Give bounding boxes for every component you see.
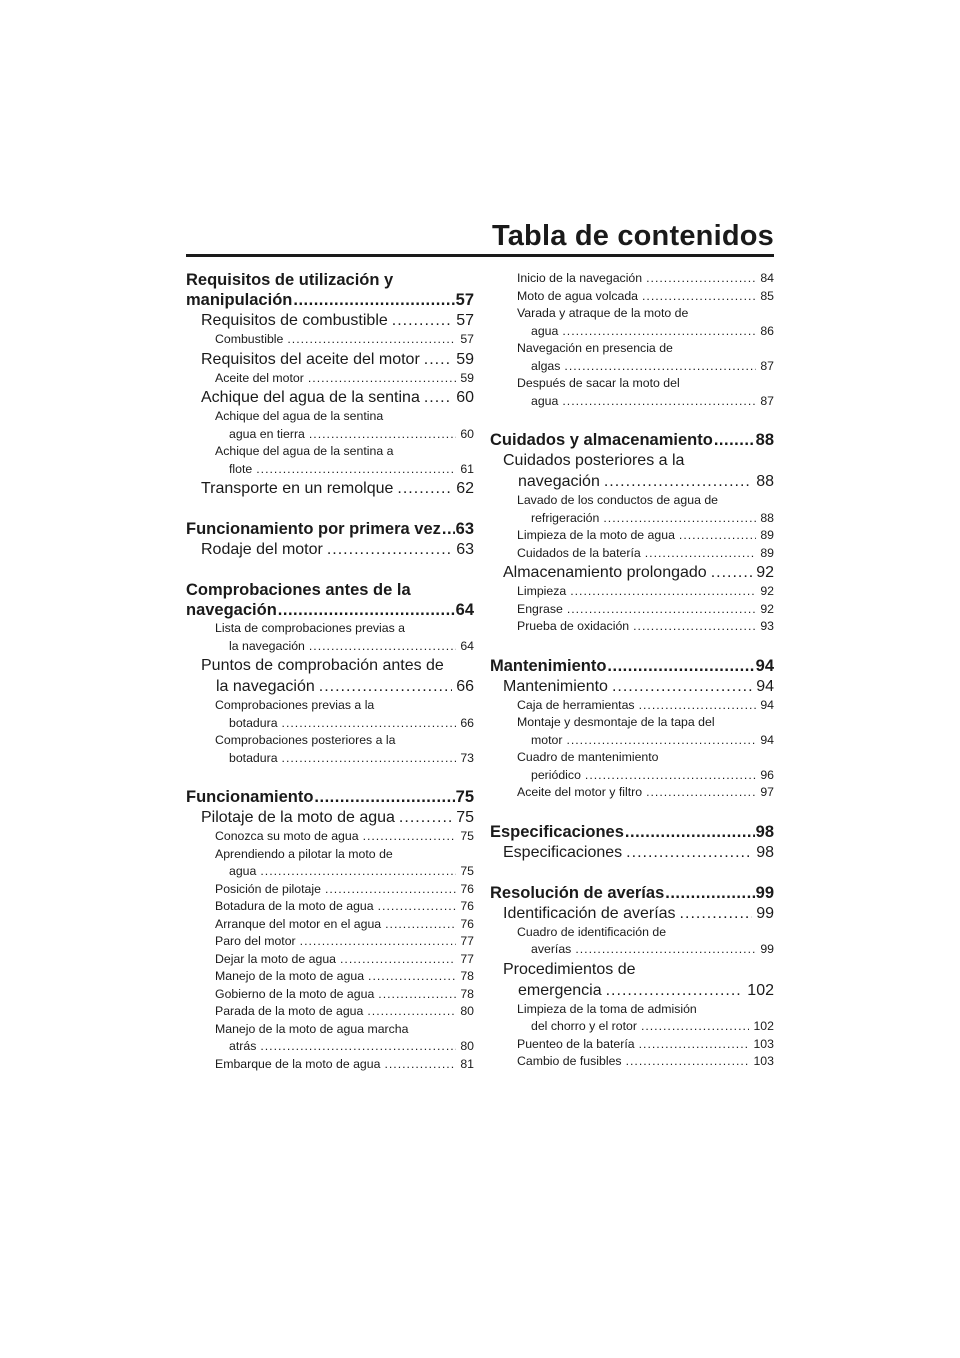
toc-page-number: 84 [760, 271, 774, 285]
toc-entry-text: Embarque de la moto de agua [215, 1056, 381, 1071]
toc-entry-level-2[interactable] [186, 807, 474, 828]
toc-entry-text: atrás [229, 1039, 257, 1053]
toc-entry-text: Caja de herramientas [517, 697, 635, 712]
toc-entry-level-2[interactable] [186, 478, 474, 499]
toc-page-number: 75 [460, 864, 474, 878]
page-title: Tabla de contenidos [491, 220, 774, 252]
toc-entry-level-3[interactable] [186, 620, 474, 655]
toc-page-number: 57 [456, 312, 474, 329]
toc-entry-level-3[interactable] [490, 270, 774, 288]
toc-entry-text: navegación [186, 601, 277, 619]
toc-entry-level-3[interactable] [490, 340, 774, 375]
toc-entry-level-3[interactable] [186, 986, 474, 1004]
toc-page-number: 94 [760, 697, 774, 712]
toc-page-number: 92 [760, 584, 774, 598]
dot-leader [665, 883, 754, 903]
toc-page-number: 80 [460, 1039, 474, 1053]
toc-entry-level-3[interactable] [186, 370, 474, 388]
toc-entry-text: Mantenimiento [503, 677, 608, 695]
toc-entry-text: Navegación en presencia de [517, 341, 673, 355]
toc-page-number: 88 [755, 431, 774, 449]
toc-page-number: 94 [755, 656, 774, 675]
toc-entry-text: Cuidados y almacenamiento [490, 431, 713, 449]
toc-page-number: 75 [456, 809, 474, 826]
toc-entry-text: Comprobaciones previas a la [215, 698, 375, 712]
toc-entry-level-3[interactable] [490, 1001, 774, 1036]
toc-entry-text: Lavado de los conductos de agua de [517, 493, 719, 507]
dot-leader [399, 807, 452, 828]
toc-page-number: 63 [456, 541, 474, 558]
toc-entry-level-1[interactable] [490, 822, 774, 842]
toc-entry-level-3[interactable] [186, 951, 474, 969]
toc-entry-text: Resolución de averías [490, 883, 665, 902]
toc-entry-level-3[interactable] [186, 1056, 474, 1074]
toc-entry-text: botadura [229, 715, 278, 730]
dot-leader [397, 478, 452, 499]
toc-entry-level-3[interactable] [186, 732, 474, 767]
toc-entry-level-3[interactable] [186, 898, 474, 916]
dot-leader [567, 601, 757, 619]
toc-page-number: 102 [753, 1019, 774, 1033]
dot-leader [625, 822, 755, 842]
toc-entry-text: Requisitos del aceite del motor [201, 350, 420, 368]
dot-leader [378, 898, 457, 916]
dot-leader [287, 331, 456, 349]
toc-entry-text: Manejo de la moto de agua marcha [215, 1021, 409, 1036]
toc-entry-level-1[interactable] [186, 519, 474, 539]
toc-entry-text: Pilotaje de la moto de agua [201, 809, 395, 826]
dot-leader [714, 430, 755, 450]
toc-entry-text: Requisitos de utilización y [186, 271, 394, 289]
toc-entry-level-3[interactable] [490, 583, 774, 601]
toc-entry-text: Cuadro de mantenimiento [517, 750, 659, 764]
toc-page-number: 88 [760, 510, 774, 525]
toc-page-number: 64 [455, 601, 474, 619]
toc-entry-text: Mantenimiento [490, 656, 607, 675]
toc-entry-text: Cambio de fusibles [517, 1054, 622, 1068]
toc-entry-text: refrigeración [531, 510, 600, 525]
toc-entry-text: Funcionamiento por primera vez [186, 520, 441, 538]
toc-entry-text: navegación [518, 473, 600, 490]
toc-page-number: 66 [460, 715, 474, 730]
dot-leader [607, 656, 754, 676]
toc-entry-level-3[interactable] [490, 527, 774, 545]
toc-entry-level-3[interactable] [186, 1003, 474, 1021]
toc-entry-level-3[interactable] [490, 545, 774, 563]
toc-entry-level-3[interactable] [186, 846, 474, 881]
toc-entry-text: Puntos de comprobación antes de [201, 657, 444, 674]
toc-entry-text: Montaje y desmontaje de la tapa del [517, 715, 715, 729]
toc-entry-level-3[interactable] [490, 697, 774, 715]
toc-entry-text: Requisitos de combustible [201, 312, 388, 329]
dot-leader [646, 270, 756, 288]
dot-leader [260, 1038, 456, 1056]
toc-entry-level-3[interactable] [186, 697, 474, 732]
toc-entry-text: Puenteo de la batería [517, 1036, 635, 1051]
toc-entry-text: periódico [531, 767, 581, 782]
toc-entry-text: Gobierno de la moto de agua [215, 986, 375, 1001]
toc-entry-text: flote [229, 461, 253, 476]
dot-leader [340, 951, 456, 969]
toc-entry-text: Inicio de la navegación [517, 271, 643, 285]
toc-entry-level-2[interactable] [186, 310, 474, 331]
title-rule [186, 254, 774, 257]
toc-entry-level-1[interactable] [186, 270, 474, 310]
toc-page-number: 76 [460, 916, 474, 931]
toc-entry-text: Arranque del motor en el agua [215, 916, 382, 931]
dot-leader [639, 1036, 750, 1054]
toc-page-number: 76 [460, 881, 474, 896]
dot-leader [442, 519, 455, 539]
toc-page-number: 92 [760, 601, 774, 616]
toc-entry-text: Prueba de oxidación [517, 619, 630, 633]
toc-entry-level-3[interactable] [490, 288, 774, 306]
toc-page-number: 103 [753, 1054, 774, 1068]
toc-page-number: 77 [460, 934, 474, 948]
dot-leader [641, 1018, 750, 1036]
dot-leader [260, 863, 456, 881]
dot-leader [300, 933, 457, 951]
toc-page-number: 96 [760, 767, 774, 782]
toc-page-number: 87 [760, 358, 774, 373]
toc-entry-text: Paro del motor [215, 934, 296, 948]
toc-entry-level-2[interactable] [490, 903, 774, 924]
toc-page-number: 102 [747, 981, 774, 999]
dot-leader [585, 767, 756, 785]
dot-leader [378, 986, 456, 1004]
toc-entry-text: agua en tierra [229, 426, 305, 441]
toc-entry-level-2[interactable] [490, 676, 774, 697]
dot-leader [309, 426, 456, 444]
dot-leader [639, 697, 757, 715]
toc-page-number: 98 [756, 843, 774, 861]
toc-entry-level-3[interactable] [490, 618, 774, 636]
dot-leader [711, 562, 753, 583]
dot-leader [325, 881, 456, 899]
toc-entry-text: averías [531, 942, 572, 956]
toc-entry-text: Procedimientos de [503, 960, 636, 978]
toc-entry-text: Posición de pilotaje [215, 881, 321, 896]
dot-leader [278, 600, 455, 620]
toc-page-number: 61 [460, 461, 474, 476]
dot-leader [309, 638, 456, 656]
toc-entry-level-3[interactable] [490, 784, 774, 802]
toc-entry-text: Achique del agua de la sentina a [215, 444, 394, 458]
toc-entry-text: Manejo de la moto de agua [215, 969, 365, 983]
toc-entry-text: emergencia [518, 981, 602, 999]
toc-entry-text: Comprobaciones posteriores a la [215, 733, 396, 747]
dot-leader [282, 750, 457, 768]
toc-page-number: 73 [460, 750, 474, 765]
dot-leader [424, 349, 452, 370]
toc-page-number: 94 [760, 732, 774, 747]
dot-leader [679, 527, 756, 545]
dot-leader [626, 842, 752, 863]
dot-leader [603, 510, 756, 528]
toc-page-number: 87 [760, 393, 774, 408]
dot-leader [566, 732, 756, 750]
dot-leader [392, 310, 452, 331]
toc-page-number: 93 [760, 619, 774, 633]
dot-leader [385, 916, 456, 934]
dot-leader [256, 461, 456, 479]
toc-page-number: 97 [760, 785, 774, 799]
toc-entry-text: Moto de agua volcada [517, 288, 639, 303]
dot-leader [633, 618, 756, 636]
toc-entry-level-3[interactable] [490, 601, 774, 619]
toc-entry-level-3[interactable] [490, 714, 774, 749]
toc-entry-text: Combustible [215, 332, 284, 346]
toc-entry-text: la navegación [229, 638, 305, 653]
toc-entry-text: Funcionamiento [186, 788, 314, 806]
dot-leader [645, 545, 757, 563]
dot-leader [612, 676, 752, 697]
dot-leader [575, 941, 756, 959]
toc-entry-text: Después de sacar la moto del [517, 376, 680, 390]
toc-entry-level-3[interactable] [186, 916, 474, 934]
toc-entry-level-2[interactable] [490, 450, 774, 492]
toc-entry-level-1[interactable] [186, 580, 474, 620]
dot-leader [282, 715, 457, 733]
toc-entry-text: Achique del agua de la sentina [201, 389, 420, 406]
toc-entry-text: Rodaje del motor [201, 541, 323, 558]
toc-page-number: 76 [460, 899, 474, 913]
toc-page-number: 89 [760, 528, 774, 542]
toc-entry-level-3[interactable] [186, 933, 474, 951]
toc-page-number: 99 [756, 904, 774, 922]
toc-page-number: 66 [456, 678, 474, 695]
toc-entry-text: Lista de comprobaciones previas a [215, 621, 406, 635]
toc-page-number: 94 [756, 677, 774, 695]
toc-page-number: 85 [760, 288, 774, 303]
toc-page-number: 98 [755, 822, 774, 841]
toc-entry-text: la navegación [216, 678, 315, 695]
toc-entry-level-1[interactable] [490, 656, 774, 676]
toc-entry-text: Aprendiendo a pilotar la moto de [215, 846, 393, 861]
toc-entry-level-3[interactable] [186, 828, 474, 846]
toc-entry-text: Cuadro de identificación de [517, 924, 667, 939]
toc-entry-text: agua [531, 393, 559, 408]
toc-entry-text: Especificaciones [490, 822, 624, 841]
toc-entry-level-2[interactable] [186, 539, 474, 560]
toc-page-number: 63 [455, 520, 474, 538]
toc-entry-level-3[interactable] [490, 749, 774, 784]
toc-page-number: 57 [455, 291, 474, 309]
toc-entry-text: agua [531, 323, 559, 338]
dot-leader [570, 583, 756, 601]
toc-entry-level-1[interactable] [490, 430, 774, 450]
toc-page-number: 80 [460, 1004, 474, 1018]
dot-leader [363, 828, 457, 846]
dot-leader [646, 784, 756, 802]
toc-page-number: 59 [460, 370, 474, 385]
toc-entry-level-3[interactable] [490, 375, 774, 410]
toc-page-number: 78 [460, 986, 474, 1001]
toc-entry-level-2[interactable] [490, 842, 774, 863]
toc-entry-text: Varada y atraque de la moto de [517, 306, 689, 320]
dot-leader [564, 358, 756, 376]
toc-page-number: 62 [456, 480, 474, 497]
toc-page-number: 103 [753, 1036, 774, 1051]
toc-entry-text: Identificación de averías [503, 904, 676, 922]
toc-entry-text: Limpieza de la moto de agua [517, 528, 675, 542]
toc-entry-text: manipulación [186, 291, 293, 309]
toc-page-number: 60 [456, 389, 474, 406]
toc-entry-text: Engrase [517, 601, 563, 616]
toc-page-number: 88 [756, 473, 774, 490]
toc-entry-level-3[interactable] [186, 443, 474, 478]
dot-leader [308, 370, 456, 388]
dot-leader [642, 288, 756, 306]
dot-leader [367, 1003, 456, 1021]
dot-leader [562, 393, 756, 411]
toc-entry-text: Almacenamiento prolongado [503, 564, 707, 581]
dot-leader [604, 471, 752, 492]
toc-entry-text: Especificaciones [503, 843, 623, 861]
toc-entry-level-2[interactable] [186, 387, 474, 408]
toc-entry-level-2[interactable] [490, 959, 774, 1001]
toc-entry-text: Cuidados posteriores a la [503, 452, 685, 469]
toc-entry-text: botadura [229, 750, 278, 765]
toc-entry-text: Limpieza [517, 584, 567, 598]
toc-entry-text: agua [229, 864, 257, 878]
toc-entry-level-1[interactable] [490, 883, 774, 903]
toc-entry-text: Aceite del motor [215, 370, 304, 385]
toc-entry-text: Conozca su moto de agua [215, 829, 359, 843]
toc-entry-text: del chorro y el rotor [531, 1019, 637, 1033]
toc-entry-text: algas [531, 358, 561, 373]
toc-entry-text: motor [531, 732, 563, 747]
toc-entry-text: Dejar la moto de agua [215, 951, 336, 966]
toc-page-number: 57 [460, 332, 474, 346]
toc-entry-level-3[interactable] [186, 408, 474, 443]
dot-leader [293, 290, 454, 310]
toc-entry-level-1[interactable] [186, 787, 474, 807]
toc-entry-text: Comprobaciones antes de la [186, 581, 411, 599]
toc-page-number: 75 [455, 788, 474, 806]
toc-page-number: 92 [756, 564, 774, 581]
toc-page-number: 99 [760, 942, 774, 956]
toc-entry-level-3[interactable] [186, 1021, 474, 1056]
toc-page-number: 64 [460, 638, 474, 653]
dot-leader [368, 968, 456, 986]
dot-leader [314, 787, 454, 807]
toc-entry-text: Limpieza de la toma de admisión [517, 1001, 697, 1016]
dot-leader [562, 323, 756, 341]
toc-page-number: 59 [456, 350, 474, 368]
toc-entry-level-3[interactable] [490, 492, 774, 527]
toc-entry-level-3[interactable] [490, 1053, 774, 1071]
toc-entry-level-2[interactable] [186, 655, 474, 697]
dot-leader [606, 980, 744, 1001]
toc-page-number: 75 [460, 829, 474, 843]
toc-page-number: 86 [760, 323, 774, 338]
toc-entry-level-2[interactable] [186, 349, 474, 370]
dot-leader [319, 676, 452, 697]
toc-entry-text: Aceite del motor y filtro [517, 785, 643, 799]
toc-entry-level-3[interactable] [490, 305, 774, 340]
dot-leader [680, 903, 753, 924]
dot-leader [424, 387, 452, 408]
toc-entry-text: Achique del agua de la sentina [215, 409, 384, 423]
toc-page-number: 99 [755, 883, 774, 902]
toc-entry-level-3[interactable] [186, 881, 474, 899]
dot-leader [327, 539, 452, 560]
toc-page-number: 81 [460, 1056, 474, 1071]
toc-entry-level-3[interactable] [186, 331, 474, 349]
dot-leader [626, 1053, 750, 1071]
toc-page-number: 60 [460, 426, 474, 441]
toc-page-number: 77 [460, 951, 474, 966]
toc-entry-level-3[interactable] [490, 924, 774, 959]
toc-entry-text: Transporte en un remolque [201, 480, 394, 497]
toc-column-right [490, 270, 774, 1071]
toc-entry-text: Cuidados de la batería [517, 545, 641, 560]
toc-entry-text: Botadura de la moto de agua [215, 899, 374, 913]
toc-entry-level-2[interactable] [490, 562, 774, 583]
toc-entry-level-3[interactable] [186, 968, 474, 986]
toc-column-left [186, 270, 474, 1073]
dot-leader [384, 1056, 456, 1074]
toc-page-number: 78 [460, 969, 474, 983]
toc-entry-text: Parada de la moto de agua [215, 1004, 364, 1018]
toc-entry-level-3[interactable] [490, 1036, 774, 1054]
toc-page-number: 89 [760, 545, 774, 560]
